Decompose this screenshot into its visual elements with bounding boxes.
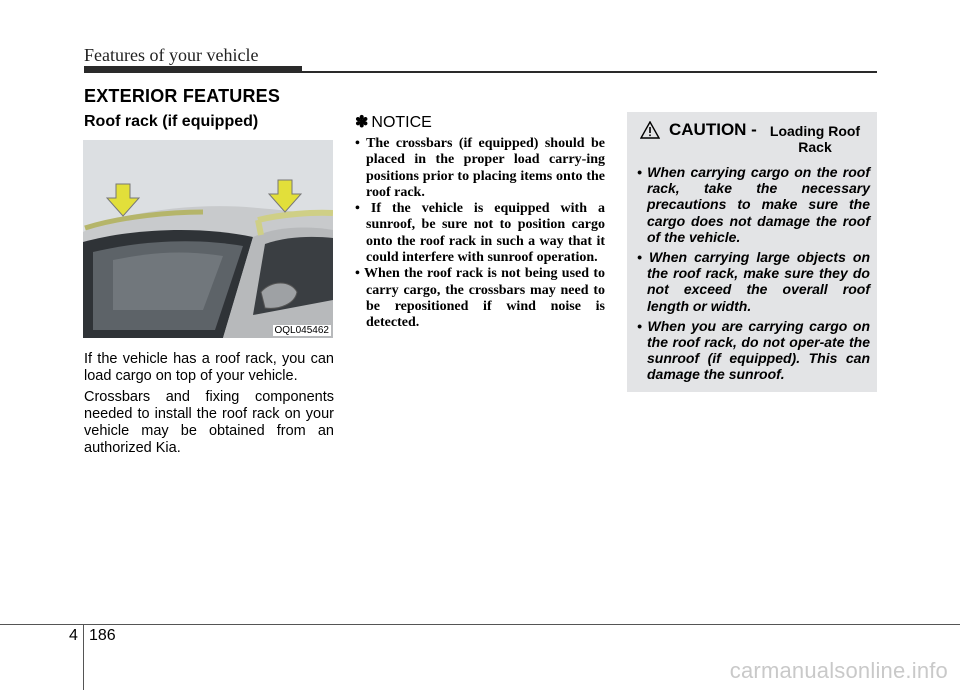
- section-heading: EXTERIOR FEATURES: [84, 86, 281, 106]
- notice-item: • When the roof rack is not being used to carry cargo, the crossbars may need to be repositioned if wind noise is detected.: [355, 266, 605, 331]
- notice-item: • The crossbars (if equipped) should be placed in the proper load carry-ing positions prior to placing items onto the roof rack.: [355, 136, 605, 200]
- roof-rack-illustration: [83, 140, 333, 338]
- roof-rack-heading: Roof rack (if equipped): [84, 113, 259, 130]
- caution-item: • When you are carrying cargo on the roof rack, do not oper-ate the sunroof (if equipped). This can damage the sunroof.: [637, 317, 871, 383]
- caution-item: • When carrying large objects on the roof rack, make sure they do not exceed the overall roof length or width.: [637, 249, 870, 314]
- caution-list: [637, 164, 870, 387]
- page-number: 186: [89, 627, 116, 644]
- warning-triangle-icon: [640, 121, 660, 139]
- notice-title: [355, 112, 432, 132]
- roof-rack-paragraph-1: If the vehicle has a roof rack, you can load cargo on top of your vehicle.: [84, 351, 334, 384]
- footer-rule: [0, 624, 960, 625]
- caution-topic: Loading Roof Rack: [769, 123, 861, 155]
- caution-box: [627, 112, 877, 392]
- caution-label: CAUTION -: [669, 120, 757, 139]
- caution-item: • When carrying cargo on the roof rack, take the necessary precautions to make sure the cargo does not damage the roof of the vehicle.: [637, 164, 870, 245]
- car-roof-drawing: [83, 140, 333, 338]
- notice-list: [355, 136, 605, 332]
- roof-rack-paragraph-2: Crossbars and fixing components needed to install the roof rack on your vehicle may be obtained from an authorized Kia.: [84, 389, 334, 456]
- header-rule-thin: [84, 71, 877, 73]
- chapter-number: 4: [69, 627, 78, 644]
- notice-star-icon: ✽: [355, 114, 369, 131]
- notice-item: • If the vehicle is equipped with a sunroof, be sure not to position cargo onto the roof rack in such a way that it could interfere with sunroof operation.: [355, 201, 606, 266]
- watermark: carmanualsonline.info: [729, 658, 948, 683]
- footer-divider: [83, 624, 84, 690]
- running-header: Features of your vehicle: [84, 45, 259, 65]
- notice-title-text: NOTICE: [371, 114, 432, 131]
- figure-code: OQL045462: [274, 325, 329, 336]
